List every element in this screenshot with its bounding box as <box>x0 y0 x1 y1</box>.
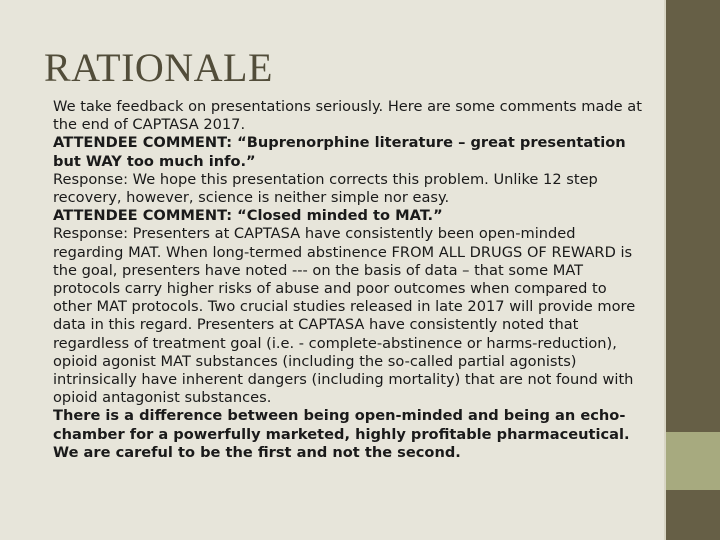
paragraph-attendee-comment-1: ATTENDEE COMMENT: “Buprenorphine literature – great presentation but WAY too much info.” <box>53 134 626 170</box>
paragraph-intro: We take feedback on presentations seriously. Here are some comments made at the end of CAPTASA 2017. <box>53 98 642 134</box>
slide-body <box>53 98 643 462</box>
slide-title: RATIONALE <box>44 45 273 90</box>
paragraph-conclusion: There is a difference between being open-minded and being an echo-chamber for a powerfully marketed, highly profitable pharmaceutical. We are careful to be the first and not the second. <box>53 407 630 461</box>
paragraph-response-2: Response: Presenters at CAPTASA have consistently been open-minded regarding MAT. When long-termed abstinence FROM ALL DRUGS OF REWARD is the goal, presenters have noted --- on the basis of data – that some MAT protocols carry higher risks of abuse and poor outcomes when compared to other MAT protocols. Two crucial studies released in late 2017 will provide more data in this regard. Presenters at CAPTASA have consistently noted that regardless of treatment goal (i.e. - complete-abstinence or harms-reduction), opioid agonist MAT substances (including the so-called partial agonists) intrinsically have inherent dangers (including mortality) that are not found with opioid antagonist substances. <box>53 225 636 407</box>
accent-band-bottom <box>666 490 720 540</box>
paragraph-response-1: Response: We hope this presentation corrects this problem. Unlike 12 step recovery, however, science is neither simple nor easy. <box>53 170 598 207</box>
accent-band-top <box>666 0 720 432</box>
paragraph-attendee-comment-2: ATTENDEE COMMENT: “Closed minded to MAT.” <box>53 207 443 225</box>
accent-band-highlight <box>666 432 720 490</box>
